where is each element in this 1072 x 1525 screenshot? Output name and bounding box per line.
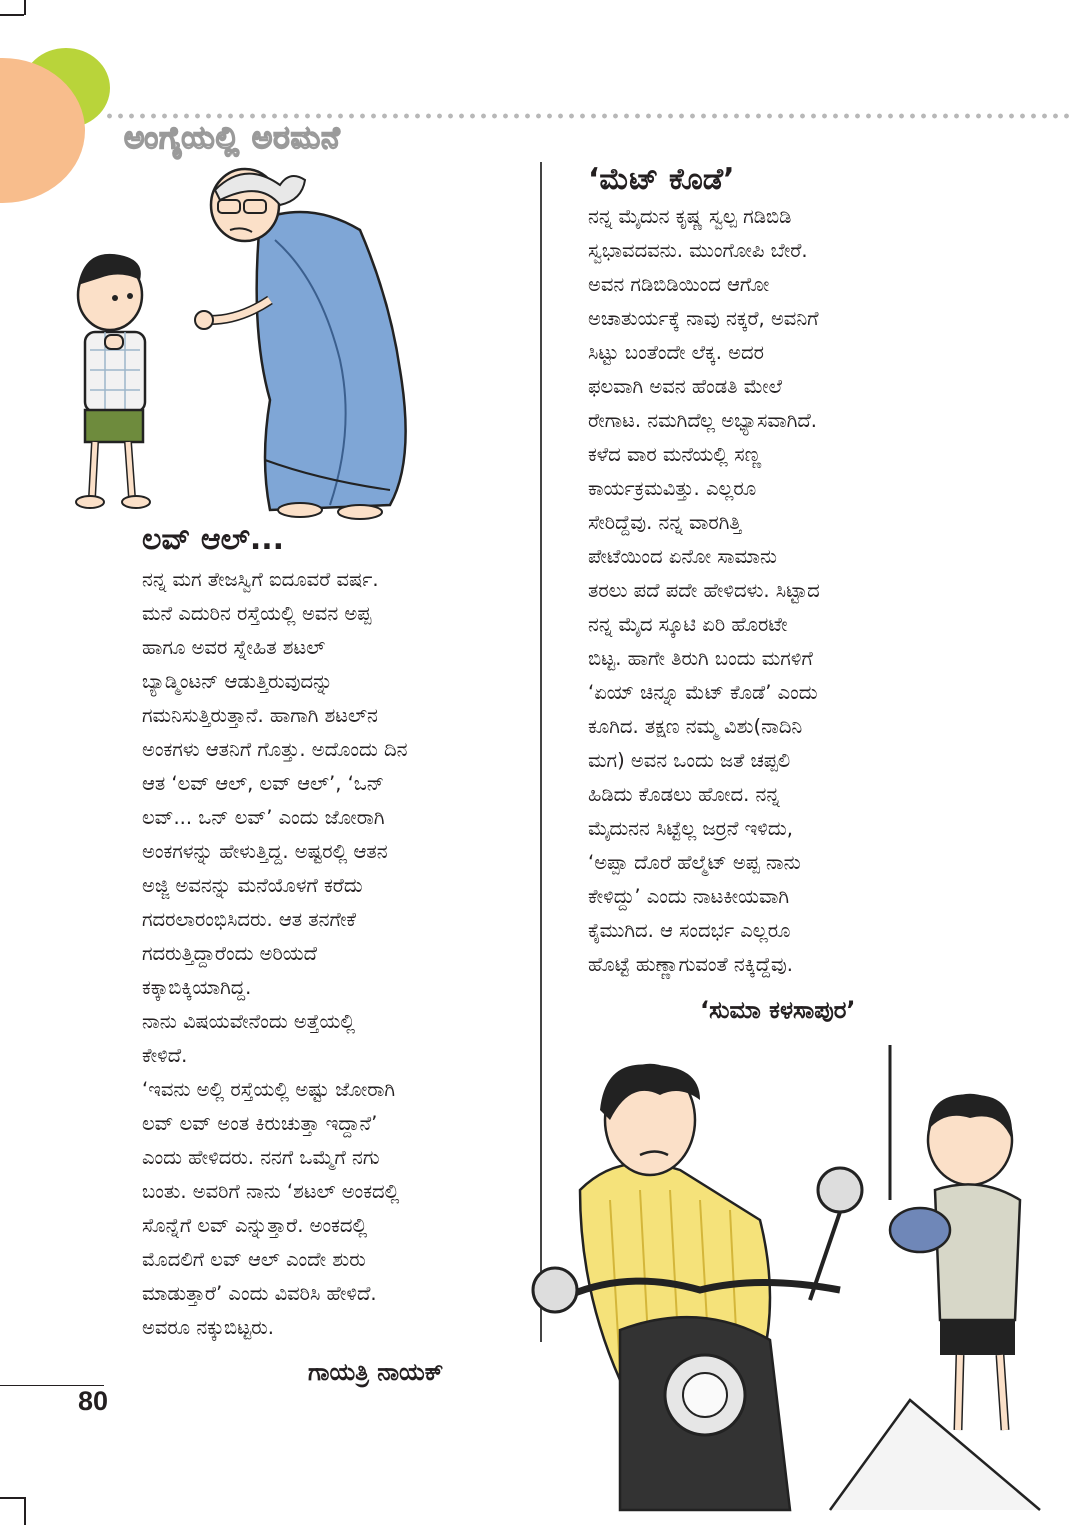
crop-mark-top-left-h [0, 14, 24, 16]
story1-heading: ಲವ್ ಆಲ್... [142, 522, 285, 557]
story1-line: ಅಂಕಗಳನ್ನು ಹೇಳುತ್ತಿದ್ದ. ಅಷ್ಟರಲ್ಲಿ ಆತನ [142, 840, 388, 863]
story1-line: ಮನೆ ಎದುರಿನ ರಸ್ತೆಯಲ್ಲಿ ಅವನ ಅಪ್ಪ [142, 602, 372, 625]
story2-line: ಕಳೆದ ವಾರ ಮನೆಯಲ್ಲಿ ಸಣ್ಣ [588, 443, 762, 466]
story1-line: ಸೊನ್ನೆಗೆ ಲವ್ ಎನ್ನುತ್ತಾರೆ. ಅಂಕದಲ್ಲಿ [142, 1214, 368, 1237]
story2-line: ಕೇಳಿದ್ದು’ ಎಂದು ನಾಟಕೀಯವಾಗಿ [588, 885, 790, 908]
story2-line: ಕೂಗಿದ. ತಕ್ಷಣ ನಮ್ಮ ವಿಶು(ನಾದಿನಿ [588, 715, 803, 738]
story1-line: ನನ್ನ ಮಗ ತೇಜಸ್ವಿಗೆ ಐದೂವರೆ ವರ್ಷ. [142, 568, 379, 591]
crop-mark-bottom-left-v [24, 1497, 26, 1525]
story1-line: ಲವ್... ಒನ್ ಲವ್’ ಎಂದು ಜೋರಾಗಿ [142, 806, 385, 829]
story2-body [588, 200, 820, 982]
crop-mark-bottom-left-h [0, 1497, 24, 1499]
story2-line: ಸೇರಿದ್ದೆವು. ನನ್ನ ವಾರಗಿತ್ತಿ [588, 511, 742, 534]
story2-line: ‘ಅಪ್ಪಾ ದೊರೆ ಹೆಲ್ಮೆಟ್ ಅಪ್ಪ ನಾನು [588, 851, 801, 874]
story1-line: ಬಂತು. ಅವರಿಗೆ ನಾನು ‘ಶಟಲ್ ಅಂಕದಲ್ಲಿ [142, 1180, 400, 1203]
story2-line: ಹಿಡಿದು ಕೊಡಲು ಹೋದ. ನನ್ನ [588, 783, 780, 806]
story2-line: ಮಗ) ಅವನ ಒಂದು ಜತೆ ಚಪ್ಪಲಿ [588, 749, 791, 772]
story1-line: ಅಜ್ಜಿ ಅವನನ್ನು ಮನೆಯೊಳಗೆ ಕರೆದು [142, 874, 363, 897]
page-number: 80 [78, 1386, 109, 1416]
story2-line: ಅಚಾತುರ್ಯಕ್ಕೆ ನಾವು ನಕ್ಕರೆ, ಅವನಿಗೆ [588, 307, 819, 330]
story1-line: ಗದರಲಾರಂಭಿಸಿದರು. ಆತ ತನಗೇಕೆ [142, 908, 356, 931]
story2-line: ಮೈದುನನ ಸಿಟ್ಟೆಲ್ಲ ಜರ್ರನೆ ಇಳಿದು, [588, 817, 793, 840]
story2-line: ಪೇಟೆಯಿಂದ ಏನೋ ಸಾಮಾನು [588, 545, 777, 568]
story1-line: ಅವರೂ ನಕ್ಕುಬಿಟ್ಟರು. [142, 1316, 274, 1339]
story2-line: ನನ್ನ ಮೈದುನ ಕೃಷ್ಣ ಸ್ವಲ್ಪ ಗಡಿಬಿಡಿ [588, 205, 792, 228]
crop-mark-top-left-v [24, 0, 26, 15]
story2-line: ಸ್ವಭಾವದವನು. ಮುಂಗೋಪಿ ಬೇರೆ. [588, 239, 808, 262]
story1-line: ಹಾಗೂ ಅವರ ಸ್ನೇಹಿತ ಶಟಲ್ [142, 636, 326, 659]
story1-line: ಲವ್ ಲವ್ ಅಂತ ಕಿರುಚುತ್ತಾ ಇದ್ದಾನೆ’ [142, 1112, 378, 1135]
dotted-rule [104, 113, 1072, 119]
story1-line: ಮಾಡುತ್ತಾರೆ’ ಎಂದು ವಿವರಿಸಿ ಹೇಳಿದೆ. [142, 1282, 377, 1305]
story1-line: ಗಮನಿಸುತ್ತಿರುತ್ತಾನೆ. ಹಾಗಾಗಿ ಶಟಲ್‌ನ [142, 704, 378, 727]
story2-author: ‘ಸುಮಾ ಕಳಸಾಪುರ’ [700, 996, 856, 1024]
story1-line: ಎಂದು ಹೇಳಿದರು. ನನಗೆ ಒಮ್ಮೆಗೆ ನಗು [142, 1146, 380, 1169]
story2-line: ನನ್ನ ಮೈದ ಸ್ಕೂಟಿ ಏರಿ ಹೊರಟೇ [588, 613, 788, 636]
section-title: ಅಂಗೈಯಲ್ಲಿ ಅರಮನೆ [124, 120, 341, 156]
story1-line: ‘ಇವನು ಅಲ್ಲಿ ರಸ್ತೆಯಲ್ಲಿ ಅಷ್ಟು ಜೋರಾಗಿ [142, 1078, 396, 1101]
story1-line: ಗದರುತ್ತಿದ್ದಾರೆಂದು ಅರಿಯದೆ [142, 942, 318, 965]
story1-line: ಅಂಕಗಳು ಆತನಿಗೆ ಗೊತ್ತು. ಅದೊಂದು ದಿನ [142, 738, 408, 761]
story2-line: ಕೈಮುಗಿದ. ಆ ಸಂದರ್ಭ ಎಲ್ಲರೂ [588, 919, 791, 942]
man-on-scooter-and-boy-with-slippers-illustration [510, 1040, 1040, 1510]
story2-line: ಅವನ ಗಡಿಬಿಡಿಯಿಂದ ಆಗೋ [588, 273, 770, 296]
story1-line: ನಾನು ವಿಷಯವೇನೆಂದು ಅತ್ತೆಯಲ್ಲಿ [142, 1010, 356, 1033]
story2-line: ತರಲು ಪದೆ ಪದೇ ಹೇಳಿದಳು. ಸಿಟ್ಟಾದ [588, 579, 820, 602]
story2-line: ಫಲವಾಗಿ ಅವನ ಹೆಂಡತಿ ಮೇಲೆ [588, 375, 783, 398]
story1-line: ಆತ ‘ಲವ್ ಆಲ್, ಲವ್ ಆಲ್’, ‘ಒನ್ [142, 772, 385, 795]
story1-line: ಬ್ಯಾಡ್ಮಿಂಟನ್ ಆಡುತ್ತಿರುವುದನ್ನು [142, 670, 333, 693]
story1-author: ಗಾಯತ್ರಿ ನಾಯಕ್ [308, 1358, 444, 1386]
story1-body [142, 563, 407, 1345]
grandmother-scolding-boy-illustration [70, 160, 440, 520]
story2-line: ಸಿಟ್ಟು ಬಂತೆಂದೇ ಲೆಕ್ಕ. ಅದರ [588, 341, 764, 364]
story2-line: ಬಿಟ್ಟ. ಹಾಗೇ ತಿರುಗಿ ಬಂದು ಮಗಳಿಗೆ [588, 647, 813, 670]
story1-line: ಮೊದಲಿಗೆ ಲವ್ ಆಲ್ ಎಂದೇ ಶುರು [142, 1248, 366, 1271]
story2-line: ‘ಏಯ್ ಚಿನ್ನೂ ಮೆಟ್ ಕೊಡೆ’ ಎಂದು [588, 681, 818, 704]
story2-line: ಕಾರ್ಯಕ್ರಮವಿತ್ತು. ಎಲ್ಲರೂ [588, 477, 757, 500]
story2-line: ರೇಗಾಟ. ನಮಗಿದೆಲ್ಲ ಅಭ್ಯಾಸವಾಗಿದೆ. [588, 409, 817, 432]
story2-line: ಹೊಟ್ಟೆ ಹುಣ್ಣಾಗುವಂತೆ ನಕ್ಕಿದ್ದೆವು. [588, 953, 793, 976]
story2-heading: ‘ಮೆಟ್ ಕೊಡೆ’ [588, 162, 735, 197]
story1-line: ಕಕ್ಕಾಬಿಕ್ಕಿಯಾಗಿದ್ದ. [142, 976, 252, 999]
story1-line: ಕೇಳಿದೆ. [142, 1044, 188, 1067]
